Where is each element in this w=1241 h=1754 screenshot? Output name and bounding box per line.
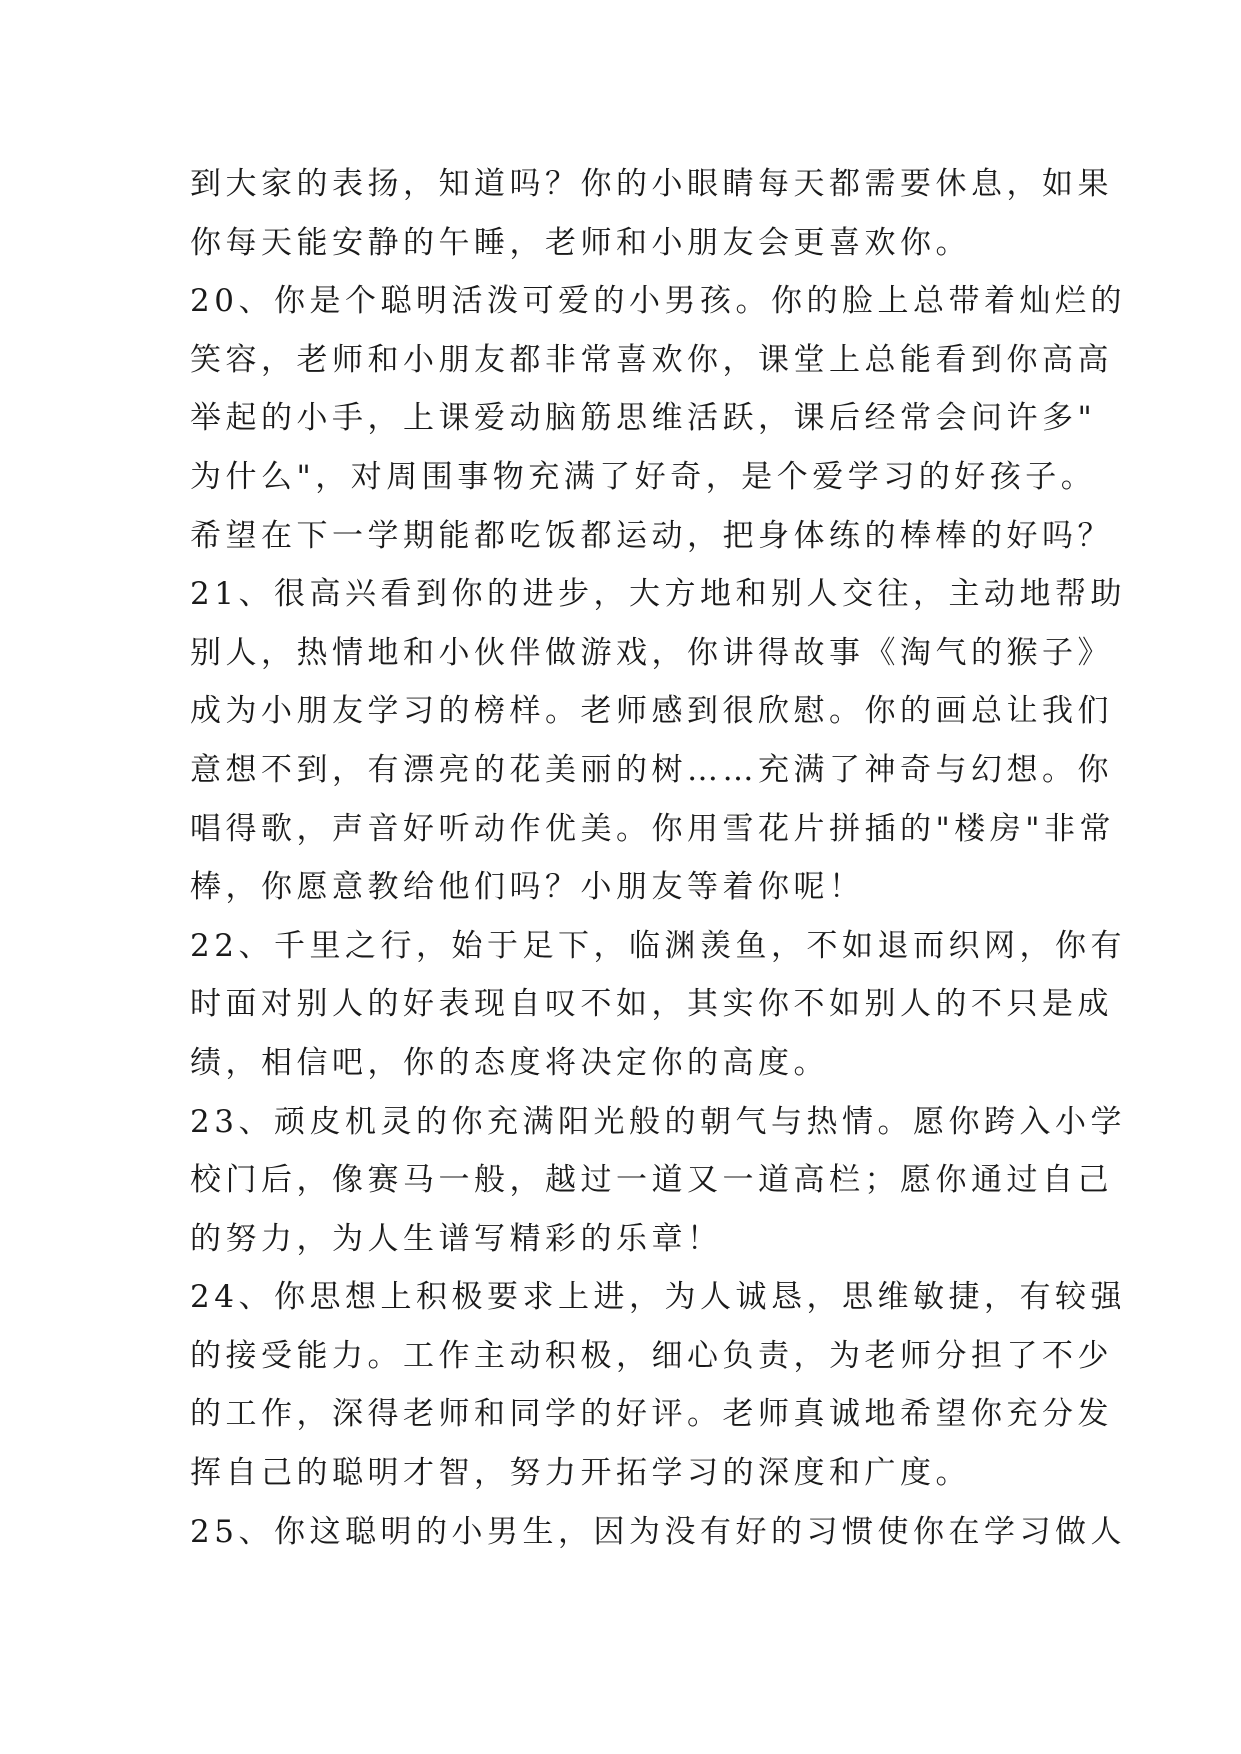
- text-line: 校门后，像赛马一般，越过一道又一道高栏；愿你通过自己: [190, 1162, 1113, 1199]
- text-line: 20、你是个聪明活泼可爱的小男孩。你的脸上总带着灿烂的: [190, 283, 1126, 320]
- text-line: 希望在下一学期能都吃饭都运动，把身体练的棒棒的好吗？: [190, 517, 1113, 554]
- text-line: 绩，相信吧，你的态度将决定你的高度。: [190, 1044, 829, 1081]
- text-line: 的努力，为人生谱写精彩的乐章！: [190, 1220, 723, 1257]
- text-line: 的工作，深得老师和同学的好评。老师真诚地希望你充分发: [190, 1396, 1113, 1433]
- text-line: 到大家的表扬，知道吗？你的小眼睛每天都需要休息，如果: [190, 166, 1113, 202]
- text-line: 21、很高兴看到你的进步，大方地和别人交往，主动地帮助: [190, 576, 1126, 613]
- text-line: 25、你这聪明的小男生，因为没有好的习惯使你在学习做人: [190, 1513, 1126, 1550]
- text-line: 成为小朋友学习的榜样。老师感到很欣慰。你的画总让我们: [190, 693, 1113, 730]
- text-line: 你每天能安静的午睡，老师和小朋友会更喜欢你。: [190, 224, 971, 261]
- text-line: 唱得歌，声音好听动作优美。你用雪花片拼插的"楼房"非常: [190, 810, 1116, 847]
- text-line: 笑容，老师和小朋友都非常喜欢你，课堂上总能看到你高高: [190, 341, 1113, 378]
- text-line: 23、顽皮机灵的你充满阳光般的朝气与热情。愿你跨入小学: [190, 1103, 1126, 1140]
- text-line: 别人，热情地和小伙伴做游戏，你讲得故事《淘气的猴子》: [190, 634, 1113, 671]
- text-line: 时面对别人的好表现自叹不如，其实你不如别人的不只是成: [190, 986, 1113, 1023]
- text-line: 为什么"，对周围事物充满了好奇，是个爱学习的好孩子。: [190, 458, 1097, 495]
- text-line: 24、你思想上积极要求上进，为人诚恳，思维敏捷，有较强: [190, 1279, 1126, 1316]
- text-line: 棒，你愿意教给他们吗？小朋友等着你呢！: [190, 869, 865, 906]
- text-line: 22、千里之行，始于足下，临渊羡鱼，不如退而织网，你有: [190, 927, 1126, 964]
- text-line: 的接受能力。工作主动积极，细心负责，为老师分担了不少: [190, 1337, 1113, 1374]
- text-line: 意想不到，有漂亮的花美丽的树……充满了神奇与幻想。你: [190, 751, 1113, 788]
- text-line: 挥自己的聪明才智，努力开拓学习的深度和广度。: [190, 1455, 971, 1492]
- text-line: 举起的小手，上课爱动脑筋思维活跃，课后经常会问许多": [190, 400, 1097, 437]
- document-body: [190, 155, 1126, 1561]
